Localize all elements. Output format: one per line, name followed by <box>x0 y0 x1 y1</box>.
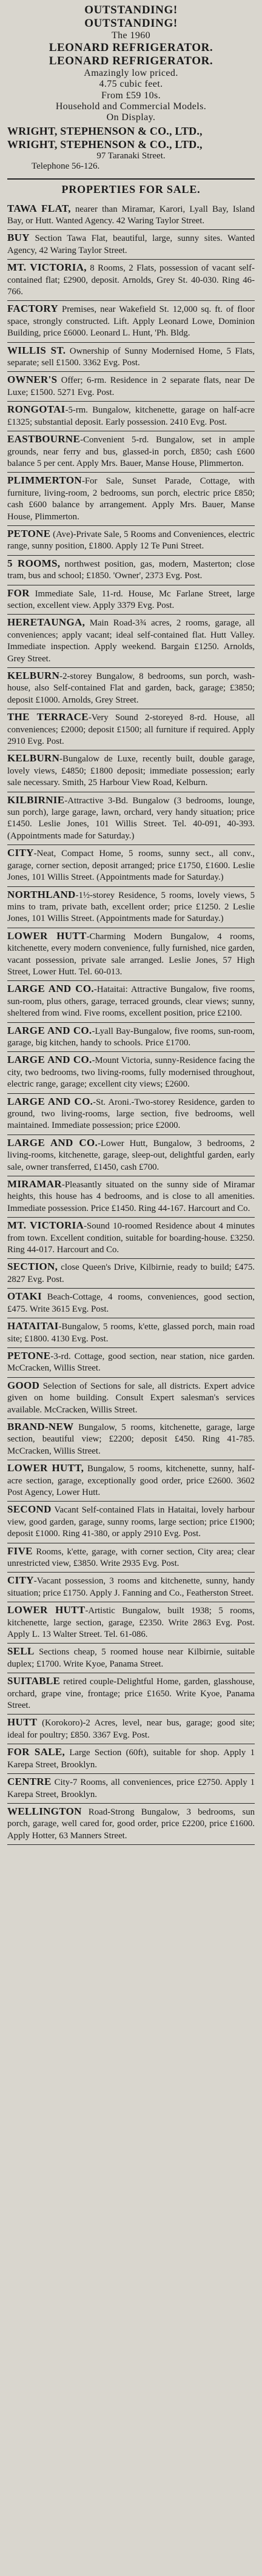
ad-lead-word: KELBURN <box>7 670 60 681</box>
ad-body-text: -3-rd. Cottage, good section, near station, nice garden. McCracken, Willis Street. <box>7 1351 255 1374</box>
ad-body-text: close Queen's Drive, Kilbirnie, ready to build; £475. 2827 Evg. Post. <box>7 1263 255 1284</box>
ad-capacity: 4.75 cubic feet. <box>99 79 163 90</box>
ad-body-text: -1½-storey Residence, 5 rooms, lovely views, 5 mins to tram, private bath, excellent order; price £1250. 2 Leslie Jones, 101 Willis Street. (Appointments made for Saturday.) <box>7 890 255 924</box>
classified-ad <box>7 473 255 526</box>
ad-body-text: -Bungalow, 5 rooms, k'ette, glassed porch, main road site; £1800. 4130 Evg. Post. <box>7 1322 255 1344</box>
ad-lead-word: MT. VICTORIA <box>7 1219 84 1232</box>
ad-lead-word: TAWA FLAT, <box>7 202 71 214</box>
classified-ad <box>7 585 255 615</box>
ad-lead-word: LARGE AND CO. <box>7 1054 92 1066</box>
ad-body-text: Section Tawa Flat, beautiful, large, sunny sites. Wanted Agency, 42 Waring Taylor Street. <box>7 234 255 255</box>
ad-lead-word: LARGE AND CO. <box>7 1136 98 1148</box>
classified-ad <box>7 343 255 373</box>
section-title: PROPERTIES FOR SALE. <box>61 183 201 195</box>
classified-ad <box>7 845 255 886</box>
ad-lead-word: OTAKI <box>7 1290 42 1303</box>
ad-lead-word: MT. VICTORIA, <box>7 261 87 274</box>
ad-body-text: -Hataitai: Attractive Bungalow, five rooms, sun-room, plus others, garage, terraced grounds, clear views; sunny, sheltered from wind. Five rooms, excellent position, price £2100. <box>7 985 255 1019</box>
ad-lead-word: HUTT <box>7 1716 38 1728</box>
ad-lead-word: OWNER'S <box>7 374 58 386</box>
ad-lead-word: RONGOTAI <box>7 403 66 416</box>
ad-body-text: Large Section (60ft), suitable for shop. Apply 1 Karepa Street, Brooklyn. <box>7 1748 255 1770</box>
ad-body-text: -Neat, Compact Home, 5 rooms, sunny sect., all conv., garage, corner section, deposit arranged; price £1750, £1600. Leslie Jones, 101 Willis Street. (Appointments made for Saturday.) <box>7 849 255 883</box>
ad-body-text: -Attractive 3-Bd. Bungalow (3 bedrooms, lounge, sun porch), large garage, lawn, orchard, very handy situation; price £1450. Leslie Jones, 101 Willis Street. Tel. 40-091, 40-393. (Appointments made for Saturday.) <box>7 795 255 841</box>
ad-lead-word: PETONE <box>7 527 51 539</box>
classified-ad <box>7 1774 255 1804</box>
classified-ad <box>7 1176 255 1218</box>
ad-body-text: City-7 Rooms, all conveniences, price £2750. Apply 1 Karepa Street, Brooklyn. <box>7 1778 255 1799</box>
classified-ad <box>7 1744 255 1774</box>
ad-body-text: 8 Rooms, 2 Flats, possession of vacant self-contained flat; £2900, deposit. Arnolds, Grey St. 40-030. Ring 46-766. <box>7 263 255 297</box>
ad-year: The 1960 <box>111 30 151 41</box>
ad-body-text: nearer than Miramar, Karori, Lyall Bay, Island Bay, or Hutt. Wanted Agency. 42 Waring Taylor Street. <box>7 204 255 226</box>
classified-ad <box>7 887 255 928</box>
classified-ad <box>7 1094 255 1135</box>
ad-body-text: -2-storey Bungalow, 8 bedrooms, sun porch, wash-house, also Self-contained Flat and garden, back, garage; £3850; deposit £1000. Arnolds, Grey Street. <box>7 672 255 705</box>
ad-body-text: Offer; 6-rm. Residence in 2 separate flats, near De Luxe; £1500. 5271 Evg. Post. <box>7 376 255 397</box>
ad-body-text: Selection of Sections for sale, all districts. Expert advice given on home building. Consult Expert salesman's services available. McCracken, Willis Street. <box>7 1381 255 1415</box>
ad-lead-word: SUITABLE <box>7 1675 61 1687</box>
ad-body-text: Main Road-3¾ acres, 2 rooms, garage, all conveniences; apply vacant; ideal self-contained flat. Hutt Valley. Immediate inspection. Apply weekend. Bargain £1250. Arnolds, Grey Street. <box>7 618 255 664</box>
divider <box>7 178 255 180</box>
ad-body-text: -Charming Modern Bungalow, 4 rooms, kitchenette, every modern convenience, fully furnished, nice garden, vacant possession, private sale arranged. Leslie Jones, 57 High Street, Lower Hutt. Tel. 60-013. <box>7 931 255 977</box>
ad-body-text: -Artistic Bungalow, built 1938; 5 rooms, kitchenette, large section, garage, £2350. Write 2863 Evg. Post. Apply L. 13 Walter Street. Tel. 61-086. <box>7 1606 255 1640</box>
ad-body-text: -Lower Hutt, Bungalow, 3 bedrooms, 2 living-rooms, kitchenette, garage, sleep-out, delightful garden, early sale, owner transferred, £1450, cash £700. <box>7 1138 255 1172</box>
ad-lead-word: PLIMMERTON <box>7 474 82 487</box>
classified-ad <box>7 1644 255 1673</box>
classified-ad <box>7 1573 255 1602</box>
ad-headline: OUTSTANDING! <box>84 4 178 16</box>
classified-ad <box>7 230 255 260</box>
ad-lead-word: LOWER HUTT <box>7 929 87 942</box>
ad-firm-name: WRIGHT, STEPHENSON & CO., LTD., <box>7 138 203 151</box>
ad-body-text: Sections cheap, 5 roomed house near Kilbirnie, suitable duplex; £1700. Write Kyoe, Panama Street. <box>7 1647 255 1669</box>
ad-lead-word: SECOND <box>7 1503 52 1516</box>
ad-body-text: -Sound 10-roomed Residence about 4 minutes from town. Excellent condition, suitable for boarding-house. £3250. Ring 44-017. Harcourt and Co. <box>7 1221 255 1255</box>
ad-lead-word: LOWER HUTT, <box>7 1462 84 1474</box>
classified-ad <box>7 1289 255 1318</box>
ad-lead-word: WILLIS ST. <box>7 344 66 356</box>
classified-ad <box>7 1419 255 1460</box>
ad-lead-word: LARGE AND CO. <box>7 983 94 995</box>
classified-ad <box>7 1023 255 1053</box>
classified-ad <box>7 928 255 982</box>
ad-lead-word: CENTRE <box>7 1776 52 1788</box>
ad-product: LEONARD REFRIGERATOR. <box>49 41 213 55</box>
ad-body-text: Road-Strong Bungalow, 3 bedrooms, sun porch, garage, well cared for, good order, price £2200, price £1600. Apply Hotter, 63 Manners Street. <box>7 1807 255 1841</box>
ad-lead-word: PETONE <box>7 1349 51 1361</box>
classified-ad <box>7 792 255 846</box>
classified-ad <box>7 556 255 585</box>
classified-ad <box>7 201 255 231</box>
ad-body-text: -Convenient 5-rd. Bungalow, set in ample grounds, near ferry and bus, glassed-in porch, £850; cash £600 balance 5 per cent. Apply Mrs. Bauer, Manse House, Plimmerton. <box>7 435 255 468</box>
ad-address: 97 Taranaki Street. <box>96 151 166 161</box>
ad-body-text: northwest position, gas, modern, Masterton; close tram, bus and school; £1850. 'Owner', 2373 Evg. Post. <box>7 559 255 581</box>
ad-lead-word: CITY <box>7 847 34 859</box>
ad-body-text: -Bungalow de Luxe, recently built, double garage, lovely views, £4850; £1800 deposit; immediate possession; early sale necessary. Smith, 25 Harbour View Road, Kelburn. <box>7 754 255 788</box>
ad-lead-word: FACTORY <box>7 303 58 315</box>
ad-lead-word: FOR <box>7 587 30 599</box>
classified-ad <box>7 1348 255 1378</box>
classified-ad <box>7 1259 255 1289</box>
ad-body-text: -Mount Victoria, sunny-Residence facing the city, two bedrooms, two living-rooms, fully modernised throughout, electric range, garage; excellent city views; £2600. <box>7 1056 255 1090</box>
classified-ad <box>7 1460 255 1502</box>
ad-lead-word: GOOD <box>7 1379 40 1391</box>
ad-body-text: -St. Aroni.-Two-storey Residence, garden to ground, two living-rooms, large section, five bedrooms, well maintained. Immediate possession; price £2000. <box>7 1097 255 1131</box>
ad-lead-word: LOWER HUTT <box>7 1604 86 1616</box>
classified-ad <box>7 615 255 668</box>
ad-lead-word: HERETAUNGA, <box>7 616 86 629</box>
ad-models: Household and Commercial Models. <box>55 101 207 112</box>
ad-body-text: -Pleasantly situated on the sunny side of Miramar heights, this house has 4 bedrooms, and is close to all amenities. Immediate possession. Price £1450. Ring 44-167. Harcourt and Co. <box>7 1180 255 1213</box>
classified-ad <box>7 372 255 402</box>
ad-body-text: -Lyall Bay-Bungalow, five rooms, sun-room, garage, big kitchen, handy to schools. Price £1700. <box>7 1026 255 1048</box>
ad-lead-word: THE TERRACE <box>7 711 89 723</box>
classified-ad <box>7 750 255 792</box>
ad-lead-word: SECTION, <box>7 1261 58 1273</box>
ad-lead-word: WELLINGTON <box>7 1805 82 1817</box>
ad-lead-word: CITY <box>7 1574 34 1586</box>
ad-body-text: Immediate Sale, 11-rd. House, Mc Farlane Street, large section, excellent view. Apply 3379 Evg. Post. <box>7 588 255 610</box>
ad-lead-word: NORTHLAND <box>7 888 76 900</box>
ad-lead-word: HATAITAI <box>7 1320 59 1332</box>
ad-lead-word: BUY <box>7 232 30 244</box>
ad-headline: OUTSTANDING! <box>84 16 178 30</box>
ad-lead-word: FIVE <box>7 1545 33 1557</box>
refrigerator-advertisement <box>7 4 255 172</box>
ad-body-text: -Vacant possession, 3 rooms and kitchenette, sunny, handy situation; price £1750. Apply J. Fanning and Co., Featherston Street. <box>7 1576 255 1598</box>
ad-lead-word: EASTBOURNE <box>7 433 81 445</box>
classified-ad <box>7 1673 255 1715</box>
classified-ad <box>7 1052 255 1093</box>
ad-body-text: retired couple-Delightful Home, garden, glasshouse, orchard, grape vine, frontage; price £1650. Write Kyoe, Panama Street. <box>7 1677 255 1711</box>
ad-lead-word: SELL <box>7 1645 35 1657</box>
ad-body-text: Bungalow, 5 rooms, kitchenette, sunny, half-acre section, garage, exceptionally good order, price £2600. 3602 Post Agency, Lower Hutt. <box>7 1464 255 1497</box>
ad-lead-word: FOR SALE, <box>7 1746 66 1758</box>
ad-price: From £59 10s. <box>101 90 161 101</box>
classified-ad <box>7 431 255 473</box>
ad-telephone: Telephone 56-126. <box>32 161 100 172</box>
ad-display: On Display. <box>106 112 156 123</box>
ad-product: LEONARD REFRIGERATOR. <box>49 54 213 67</box>
ad-body-text: (Korokoro)-2 Acres, level, near bus, garage; good site; ideal for poultry; £850. 3367 Evg. Post. <box>7 1718 255 1740</box>
classified-ad <box>7 1502 255 1543</box>
ad-body-text: -Very Sound 2-storeyed 8-rd. House, all conveniences; £2000; deposit £1500; all furniture if required. Apply 2910 Evg. Post. <box>7 713 255 747</box>
ad-body-text: Ownership of Sunny Modernised Home, 5 Flats, separate; sell £1500. 3362 Evg. Post. <box>7 346 255 368</box>
ad-body-text: Premises, near Wakefield St. 12,000 sq. ft. of floor space, strongly constructed. Lift. Apply Leonard Lowe, Dominion Building, price £6000. Leonard L. Hunt, 'Ph. Bldg. <box>7 305 255 339</box>
ad-body-text: Beach-Cottage, 4 rooms, conveniences, good section, £475. Write 3615 Evg. Post. <box>7 1292 255 1314</box>
classified-ad <box>7 1218 255 1259</box>
ad-lead-word: KILBIRNIE <box>7 794 65 806</box>
ad-body-text: Bungalow, 5 rooms, kitchenette, garage, large section, beautiful view; £2200; deposit £450. Ring 41-785. McCracken, Willis Street. <box>7 1422 255 1456</box>
ad-body-text: -For Sale, Sunset Parade, Cottage, with furniture, living-room, 2 bedrooms, sun porch, electric price £850; cash £600 balance by arrangement. Apply Mrs. Bauer, Manse House, Plimmerton. <box>7 476 255 522</box>
ad-lead-word: 5 ROOMS, <box>7 557 61 569</box>
classified-ads-list <box>7 201 255 1846</box>
ad-firm-name: WRIGHT, STEPHENSON & CO., LTD., <box>7 124 203 137</box>
classified-ad <box>7 709 255 750</box>
classified-ad <box>7 1135 255 1176</box>
ad-lead-word: LARGE AND CO. <box>7 1095 93 1107</box>
ad-body-text: Rooms, k'ette, garage, with corner section, City area; clear unrestricted view, £3850. Write 2935 Evg. Post. <box>7 1546 255 1568</box>
classified-ad <box>7 981 255 1022</box>
classified-ad <box>7 301 255 342</box>
ad-lead-word: LARGE AND CO. <box>7 1024 92 1036</box>
ad-body-text: -5-rm. Bungalow, kitchenette, garage on half-acre £1325; substantial deposit. Early possession. 2410 Evg. Post. <box>7 405 255 427</box>
classified-ad <box>7 402 255 431</box>
classified-ad <box>7 668 255 709</box>
classified-ad <box>7 1715 255 1744</box>
ad-lead-word: MIRAMAR <box>7 1178 62 1190</box>
ad-body-text: (Ave)-Private Sale, 5 Rooms and Conveniences, electric range, sunny position, £1800. Apply 12 Te Puni Street. <box>7 529 255 551</box>
classified-ad <box>7 260 255 301</box>
classified-ad <box>7 1318 255 1348</box>
ad-lead-word: BRAND-NEW <box>7 1420 74 1432</box>
classified-ad <box>7 1543 255 1573</box>
classified-ad <box>7 1378 255 1419</box>
ad-lead-word: KELBURN <box>7 752 60 764</box>
ad-body-text: Vacant Self-contained Flats in Hataitai, lovely harbour view, good garden, garage, sunny rooms, large section; price £1900; deposit £1000. Ring 41-380, or apply 2910 Evg. Post. <box>7 1505 255 1539</box>
classified-ad <box>7 526 255 556</box>
classified-ad <box>7 1804 255 1845</box>
classified-ad <box>7 1602 255 1644</box>
ad-tagline: Amazingly low priced. <box>84 67 178 78</box>
